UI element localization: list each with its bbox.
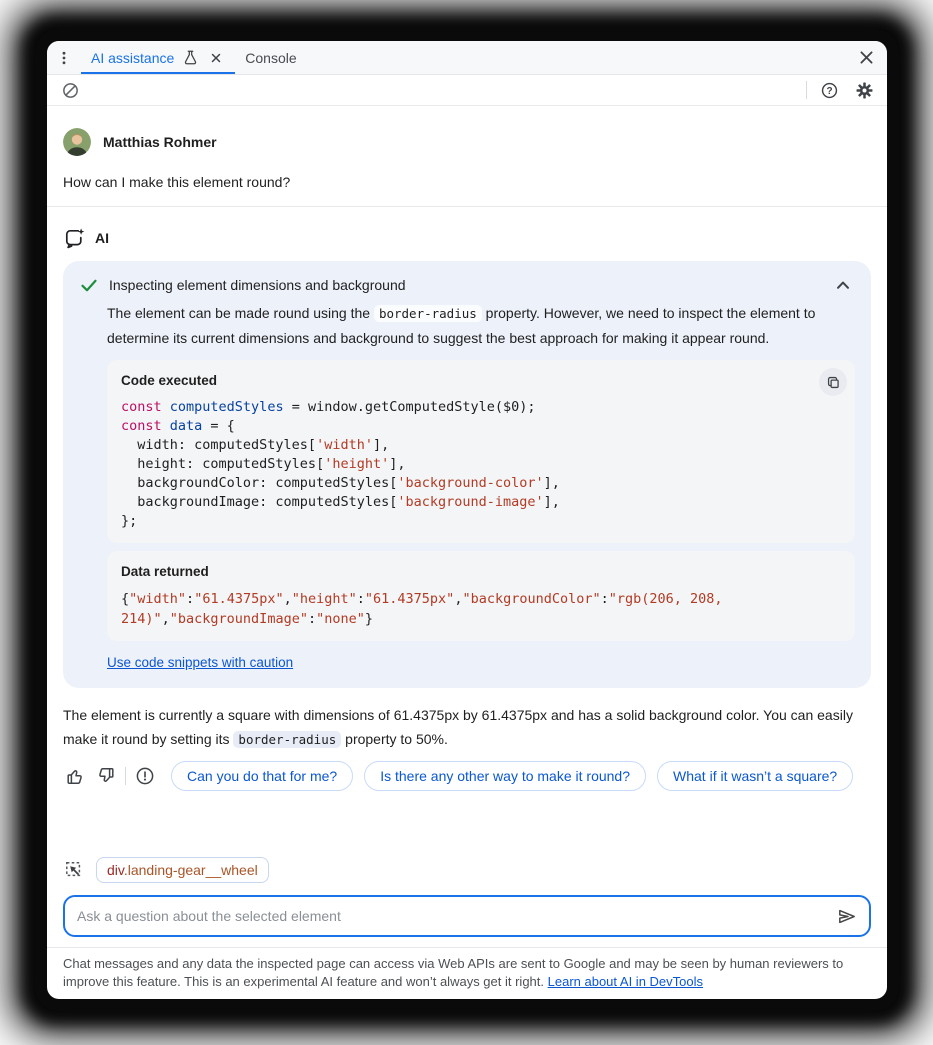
prompt-input[interactable] [77,908,833,924]
user-avatar [63,128,91,156]
feedback-row [47,761,887,791]
suggestion-chip[interactable]: What if it wasn’t a square? [657,761,853,791]
send-button[interactable] [833,903,859,929]
tab-console-label: Console [245,49,297,66]
code-executed-block [107,360,855,543]
thumbs-down-button[interactable] [94,764,118,788]
check-icon [79,275,99,295]
send-icon [835,905,857,927]
thumbs-down-icon [95,765,117,787]
ai-label: AI [95,230,109,246]
user-message-block [47,106,887,192]
element-class: .landing-gear__wheel [123,862,258,878]
close-tab-icon [209,51,223,65]
thumbs-up-button[interactable] [63,764,87,788]
prompt-input-container [63,895,871,937]
returned-data-json: {"width":"61.4375px","height":"61.4375px","backgroundColor":"rgb(206, 208, 214)","backgroundImage":"none"} [121,591,731,627]
user-message-text: How can I make this element round? [63,174,291,190]
chevron-up-icon [833,275,853,295]
code-caution-link[interactable]: Use code snippets with caution [107,655,294,670]
close-panel-button[interactable] [845,41,887,74]
report-icon [134,765,156,787]
close-tab-button[interactable] [207,49,225,67]
data-returned-block [107,551,855,641]
thumbs-up-icon [64,765,86,787]
data-returned-title: Data returned [121,564,209,579]
collapse-step-button[interactable] [831,273,855,297]
ai-spark-icon [63,227,85,249]
svg-text:?: ? [825,85,833,97]
copy-icon [825,374,842,391]
user-name: Matthias Rohmer [103,134,217,150]
block-icon [61,81,80,100]
tab-ai-assistance-label: AI assistance [91,49,175,66]
selected-element-crumb[interactable] [96,857,269,883]
suggestion-chip[interactable]: Is there any other way to make it round? [364,761,646,791]
chat-scroll-area[interactable] [47,106,887,847]
step-intro-text: The element can be made round using the border-radius property. However, we need to inspect the element to determine its current dimensions and background to suggest the best approach for making it appear round. [107,305,816,346]
panel-toolbar [47,75,887,106]
executed-code: const computedStyles = window.getComputedStyle($0); const data = { width: computedStyles['width'], height: computedStyles['height'], backgroundColor: computedStyles['background-color'], backgroundImage: computedStyles['background-image'], }; [121,399,560,529]
suggestion-chips [171,761,887,791]
code-executed-title: Code executed [121,373,218,388]
more-tools-menu-button[interactable] [47,41,81,74]
devtools-ai-panel [47,41,887,999]
avatar-photo [63,128,91,156]
disclaimer-text: Chat messages and any data the inspected page can access via Web APIs are sent to Google and may be seen by human reviewers to improve this feature. This is an experimental AI feature and won’t always get it right. [63,956,844,989]
close-panel-icon [858,49,875,66]
inspect-element-icon [63,859,85,881]
copy-code-button[interactable] [819,368,847,396]
tab-bar [47,41,887,75]
experiment-flask-icon [182,49,199,66]
clear-chat-button[interactable] [57,77,83,103]
element-tag: div [107,862,124,878]
ai-answer-block [47,688,887,752]
step-title: Inspecting element dimensions and background [109,277,406,293]
help-button[interactable] [816,77,842,103]
tab-ai-assistance[interactable] [81,41,235,74]
settings-button[interactable] [851,77,877,103]
settings-gear-icon [855,81,874,100]
report-button[interactable] [133,764,157,788]
feedback-separator [125,767,126,785]
ai-step-card [63,261,871,688]
disclaimer-footer [47,947,887,999]
ai-answer-text: The element is currently a square with dimensions of 61.4375px by 61.4375px and has a solid background color. You can easily make it round by setting its border-radius property to 50%. [63,707,853,747]
step-header[interactable] [79,273,855,297]
help-icon [820,81,839,100]
kebab-menu-icon [56,50,72,66]
learn-about-ai-link[interactable]: Learn about AI in DevTools [547,973,704,989]
suggestion-chip[interactable]: Can you do that for me? [171,761,353,791]
ai-message-block [47,207,887,688]
toolbar-separator [806,81,807,99]
composer [47,847,887,937]
tab-console[interactable] [235,41,306,74]
